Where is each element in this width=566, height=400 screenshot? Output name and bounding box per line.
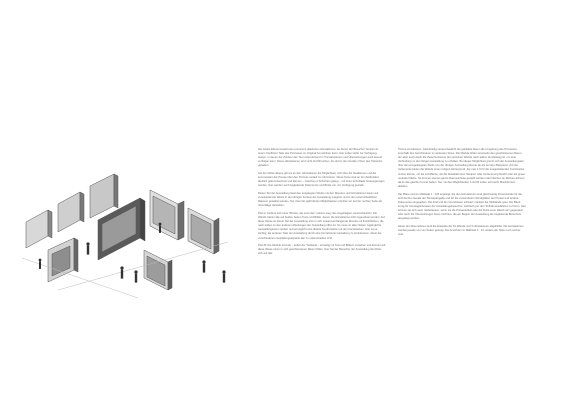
paragraph: Plan A: bedient sich einer 'Brücke, die einer den 'unbenu weg' des Angeklagten veranschaulicht. Die Wände haben alle auf beiden Seiten Texte und Bilder, denen die Hörstationen 100 zugeordnet werden. Auf diese Weise ist dieser Teil der Ausstellung eine in sich zusammenhängende Strecke mit Durchblicken, die nach außen zu den anderen Abteilungen der Ausstellung offen ist. So muss zu allen Seiten zugängliche Ausstellungsraum stehen und ermöglicht eine direkte Konfrontation mit den Kunstwerken. Hier ist es wichtig, die anderen Teile der Ausstellung durch eine formalisierte Gestaltung zu strukturieren, damit die verschiedenen Gestaltungsaspekte klar zu unterscheiden sind. [258,212,385,240]
paragraph: Dieser Teil der Ausstellung lässt den eingelegten Modus mit den Monolen und Hörstationen kaum auf verschiedenste Weise in den übrigen Kontext der Ausstellung integriert und in den unterschiedlichen Räumen gestaltet werden. Nur zwei der geforderten Möglichkeiten möchten wir auf der rechten Seite als Vorschläge darstellen. [258,192,382,208]
text-column-right [398,148,526,241]
paragraph: Hinter den Raumplänen sind die Entwürfe der 10 Wände und 3 Hörstationen abgebildet. Die Hörstationen werden jeweils von vier Seiten gezeigt. Die Ansichten im Maßstab 1 : 10, anders die Texte noch reicher sind. [398,224,524,236]
paragraph: Auf der dritten Ebene gibt es an den Hörstationen die Möglichkeit, sich über die Reaktionen und die kommentare der Presse über den Prozess verlauf zu informieren. Diese Texte sind an der Zeitfunktion deutlich gekennzeichnet und können – zwischen 2 Schichten gelegt – mit einer Schublade herausgezogen werden. Hier werden auch begleitende Dokumente und Briefe etc. zur Verfügung gestellt. [258,172,385,188]
exhibition-sketch-icon [22,174,228,298]
exhibition-sketch-illustration [18,150,240,300]
paragraph: Die zweite Ebene besteht aus prominent platzierten Hörstationen, an denen der Besucher zentral mit einem Kopfhörer Teile des Prozesses im Original hat anhören kann. Hier sollen Hefte zur Verfügung stehen, in denen der Zuhörer den Text unterstützend in Transkriptionen und Übersetzungen auch lesend verfolgen kann. Diese Hörstationen sind nicht durchbrochen, da sind in den dunklen Orten des Tiefwerks gehalten. [258,148,383,168]
paragraph: Thema einzulassen. Gleichzeitig veranschaulicht der gebildete Raum die Umgebung des Prozesses innerhalb des Gerichtsraum im weitesten Sinne. Die Module bilden einerseits den geschlossenen Raum, der aber auch durch die Zwischenräume der einzelnen Wände nach außen durchlässig ist, um eine Verbindung zu der übrigen Ausstellung zu erhalten. Bei dieser Möglichkeit grenzt sich der Ausstellungsteil über den Ansgelesigsten Motiv von der übrigen Ausstellung kleiner ab als bei dem Beispiel A. Auf der Außenseite bieten die Wände einen ruhigen Hintergrund, der max 1,5 für die ausgestellenden Kunstwerke nutzen könnte, mit als Lichtfläche, die die Aktualität einer Skulptur oder Inszenierung bleicht oder als graue neutrale Fläche. So können ebenso ganze Raumeinheite gestellt werden oder Nischen an Rücken ächnen, da es das gleiche Format haben. hier mit den Möglichkeiten A und B selten sich auch Mischformen ableiten. [398,148,526,188]
text-column-left [258,148,386,260]
paragraph: Die Pläne sind im Maßstab 1 : 125 angelegt, die den Hörstationen sind gleichwertig bimensionale für die technischen Geräte der Tonwiedergabe und für die verwendeten Schubpläten der Presse und andere Dokumente eingegeben. Die bind und fen Grundrissen schwarz markiert die Stillstände grau. Die Band sonig für Sonntagshörsaten der Ausstellungsbesucher: zahlreich per den Tonbahnausfahrten zu hören. Hier können sie sich auch niederlassen, wenn sie die Presseartikel oder die Texte einer Wand vom gegenüber oder auch die Übersetzungen lesen möchten, die am Beginn der Ausstellung als begleitende Broschüre ausgelegt werden. [398,192,526,221]
paragraph: Plan B: Die Module sind als – außer der Tiefwand – einseitig mit Text und Bildern versehen und können auf diese Weise einen in sich geschlossenen Raum bilden. Hier hat der Besucher der Ausstellung die Ruhe, sich auf das [258,244,386,256]
